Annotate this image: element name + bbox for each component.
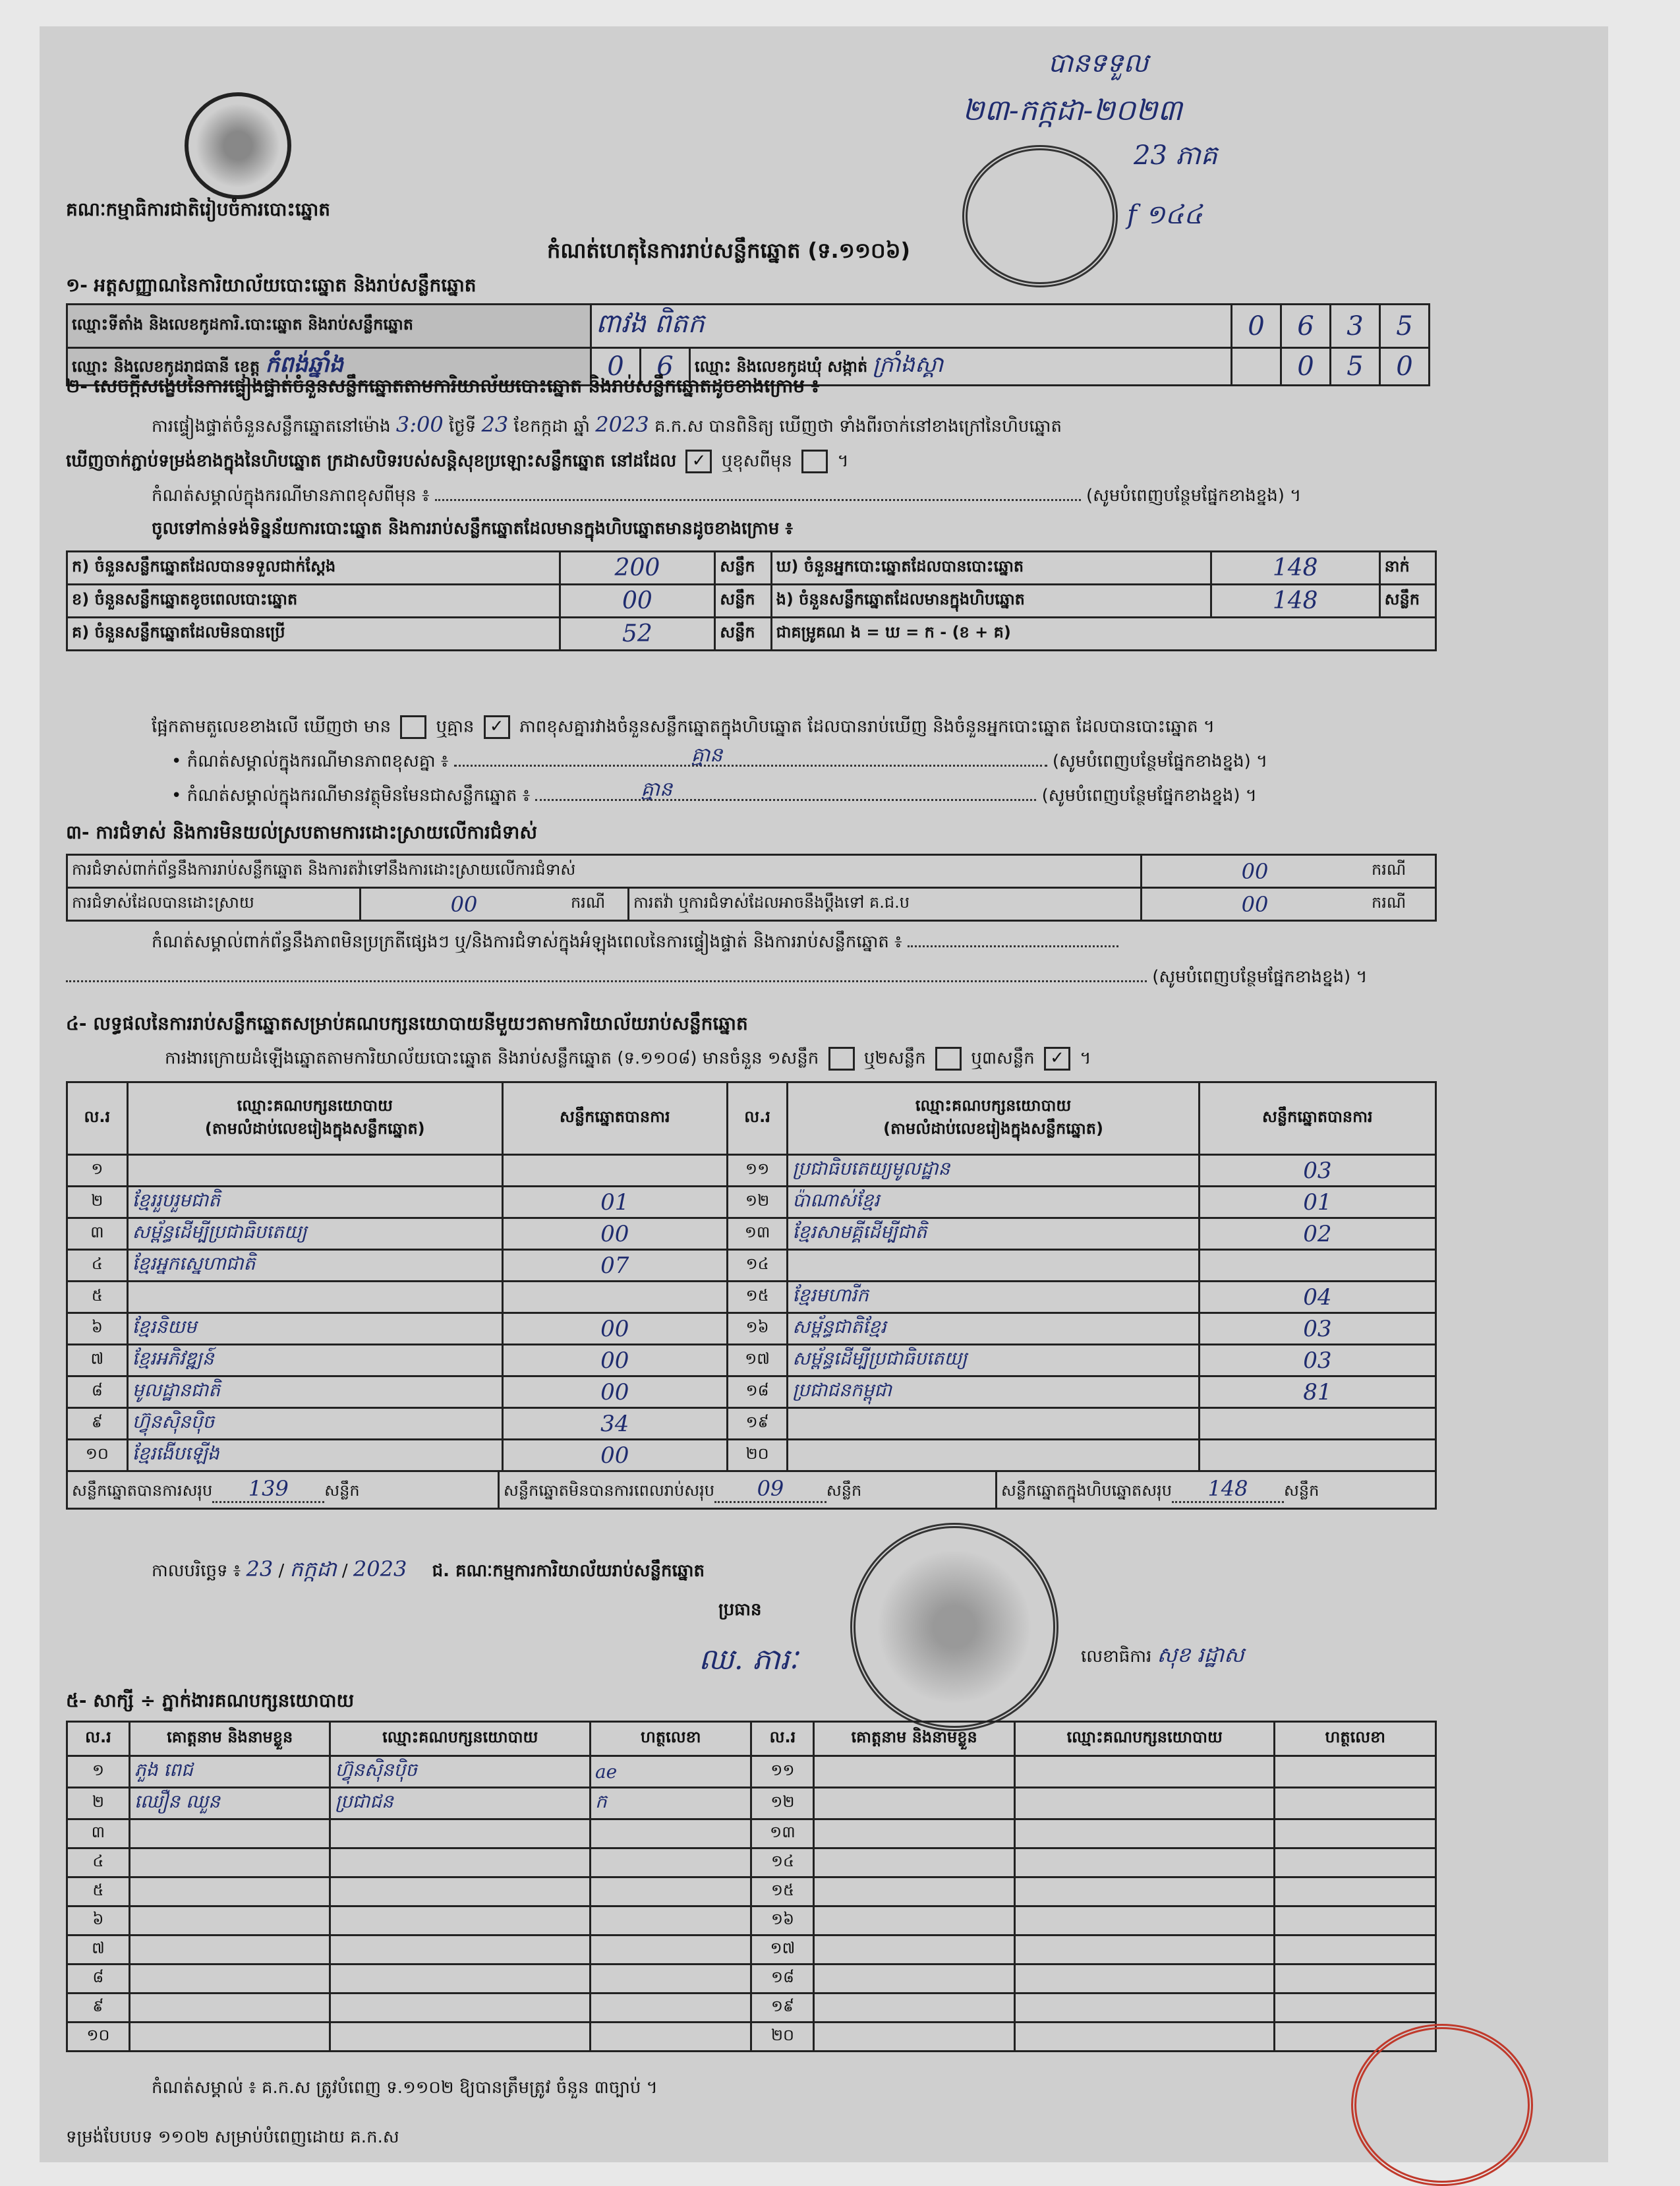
witness-no-left: ៩ bbox=[92, 1997, 104, 2015]
col-party-right: ឈ្មោះគណបក្សនយោបាយ (តាមលំដាប់លេខរៀងក្នុងសន្លឹកឆ្នោត) bbox=[788, 1082, 1199, 1155]
witness-sign-left: ក bbox=[594, 1790, 607, 1812]
party-name-right: សម្ព័ន្ធជាតិខ្មែរ bbox=[792, 1316, 886, 1338]
witness-table bbox=[66, 1721, 1437, 2052]
red-stamp bbox=[1351, 2024, 1533, 2186]
s2-line5-c: ភាពខុសគ្នារវាងចំនួនសន្លឹកឆ្នោតក្នុងហិបឆ្នោត ដែលបានរាប់ឃើញ និងចំនួនអ្នកបោះឆ្នោត ដែលបានបោះឆ្នោត ។ bbox=[519, 717, 1215, 737]
table-row bbox=[67, 1376, 1436, 1408]
party-name-right: ប្រជាធិបតេយ្យមូលដ្ឋាន bbox=[792, 1158, 950, 1179]
received-label: បានទទួល bbox=[1048, 48, 1149, 78]
w-col-name-right: គោត្តនាម និងនាមខ្លួន bbox=[814, 1722, 1015, 1756]
w-col-sign-right: ហត្ថលេខា bbox=[1275, 1722, 1436, 1756]
w-col-party-right: ឈ្មោះគណបក្សនយោបាយ bbox=[1014, 1722, 1274, 1756]
objection-table bbox=[66, 854, 1437, 922]
s3-note-line2 bbox=[66, 966, 1368, 991]
table-row bbox=[67, 1964, 1436, 1994]
party-votes-left: 00 bbox=[600, 1315, 629, 1342]
date-day: 23 bbox=[246, 1556, 274, 1581]
party-votes-left: 34 bbox=[600, 1410, 629, 1437]
party-name-left: ខ្មែរងើបឡើង bbox=[132, 1442, 219, 1464]
col-no-left: ល.រ bbox=[67, 1082, 128, 1155]
total-valid-label: សន្លឹកឆ្នោតបានការសរុប bbox=[72, 1481, 213, 1500]
s4-sub-b: ឬ២សន្លឹក bbox=[863, 1048, 926, 1069]
table-row bbox=[67, 1906, 1436, 1935]
party-votes-right: 03 bbox=[1303, 1315, 1332, 1342]
three-sheet-checkbox[interactable]: ✓ bbox=[1044, 1047, 1070, 1071]
party-votes-right: 81 bbox=[1303, 1378, 1332, 1405]
s2-fill-more: (សូមបំពេញបន្ថែមផ្នែកខាងខ្នង) ។ bbox=[1086, 486, 1302, 506]
witness-no-right: ១៨ bbox=[770, 1968, 794, 1986]
party-no-left: ៥ bbox=[91, 1286, 103, 1305]
s2-line2: ឃើញចាក់ភ្ជាប់ទម្រង់ខាងក្នុងនៃហិបឆ្នោត ក្រដាសបិទរបស់សន្តិសុខប្រឡោះសន្លឹកឆ្នោត នៅដដែល ✓ ឬខុសពីមុន ។ bbox=[66, 450, 849, 475]
results-table bbox=[66, 1081, 1437, 1510]
total-invalid-label: សន្លឹកឆ្នោតមិនបានការពេលរាប់សរុប bbox=[504, 1481, 714, 1500]
obj-row1-value: 00 bbox=[1241, 858, 1269, 884]
party-votes-right: 02 bbox=[1303, 1220, 1332, 1247]
witness-no-right: ១៧ bbox=[770, 1939, 796, 1957]
row-ng-label: ង) ចំនួនសន្លឹកឆ្នោតដែលមានក្នុងហិបឆ្នោត bbox=[771, 585, 1211, 618]
row-kh-label: ខ) ចំនួនសន្លឹកឆ្នោតខូចពេលបោះឆ្នោត bbox=[67, 585, 560, 618]
s2-day: 23 bbox=[481, 412, 509, 437]
party-votes-left: 01 bbox=[600, 1189, 629, 1216]
party-name-right: ខ្មែរមហារីក bbox=[792, 1284, 869, 1306]
party-no-right: ២០ bbox=[745, 1444, 769, 1463]
witness-name-left: ភួង ពេជ bbox=[134, 1759, 193, 1781]
obj-row2-unit-b: ករណី bbox=[1368, 888, 1436, 921]
s2-note-invalid-dots bbox=[535, 778, 1036, 801]
table-row bbox=[67, 1788, 1436, 1819]
seal-same-checkbox[interactable]: ✓ bbox=[685, 450, 712, 473]
s1-row2-label: ឈ្មោះ និងលេខកូដរាជធានី ខេត្ត bbox=[72, 357, 260, 376]
party-no-left: ២ bbox=[91, 1191, 103, 1210]
witness-name-left: ឈឿន ឈួន bbox=[134, 1790, 220, 1812]
s4-sub-c: ឬ៣សន្លឹក bbox=[971, 1048, 1035, 1069]
witness-no-right: ២០ bbox=[770, 2026, 794, 2044]
obj-row2-unit: ករណី bbox=[567, 888, 629, 921]
party-name-left: ខ្មែរអភិវឌ្ឍន៍ bbox=[132, 1347, 214, 1369]
party-no-right: ១៩ bbox=[745, 1413, 769, 1431]
s1-row2-value: កំពង់ឆ្នាំង bbox=[265, 351, 344, 378]
s2-note-diff-label: • កំណត់សម្គាល់ក្នុងករណីមានភាពខុសគ្នា ៖ bbox=[171, 752, 449, 771]
witness-no-left: ១ bbox=[92, 1761, 104, 1779]
total-valid-value: 139 bbox=[248, 1476, 289, 1501]
received-time: 23 ភាគ bbox=[1134, 140, 1218, 171]
party-name-left: មូលដ្ឋានជាតិ bbox=[132, 1379, 220, 1401]
col-votes-right: សន្លឹកឆ្នោតបានការ bbox=[1199, 1082, 1435, 1155]
s2-line2-text: ឃើញចាក់ភ្ជាប់ទម្រង់ខាងក្នុងនៃហិបឆ្នោត ក្រដាសបិទរបស់សន្តិសុខប្រឡោះសន្លឹកឆ្នោត នៅដដែល bbox=[66, 451, 677, 471]
s3-fill-more: (សូមបំពេញបន្ថែមផ្នែកខាងខ្នង) ។ bbox=[1152, 967, 1368, 987]
party-name-left: សម្ព័ន្ធដើម្បីប្រជាធិបតេយ្យ bbox=[132, 1221, 307, 1243]
table-row bbox=[67, 1250, 1436, 1282]
total-box-value: 148 bbox=[1207, 1476, 1248, 1501]
party-no-right: ១៦ bbox=[745, 1318, 769, 1336]
row-kh-value: 00 bbox=[622, 587, 652, 614]
table-row bbox=[67, 1187, 1436, 1218]
s2-line5-a: ផ្អែកតាមតួលេខខាងលើ ឃើញថា មាន bbox=[152, 717, 391, 737]
received-stamp bbox=[962, 145, 1118, 287]
date-label: កាលបរិច្ឆេទ ៖ bbox=[152, 1561, 241, 1581]
difference-no-checkbox[interactable]: ✓ bbox=[484, 715, 510, 739]
party-name-right: ប៉ាណាស់ខ្មែរ bbox=[792, 1189, 880, 1211]
party-votes-left: 00 bbox=[600, 1220, 629, 1247]
witness-sign-left: ae bbox=[594, 1761, 618, 1783]
table-row bbox=[67, 2023, 1436, 2052]
witness-no-left: ៦ bbox=[92, 1910, 104, 1928]
section5-title: ៥- សាក្សី ÷ ភ្នាក់ងារគណបក្សនយោបាយ bbox=[66, 1690, 355, 1711]
row-k-value: 200 bbox=[614, 554, 660, 581]
table-row bbox=[67, 1756, 1436, 1788]
s2-time: 3:00 bbox=[395, 412, 444, 437]
w-col-sign-left: ហត្ថលេខា bbox=[590, 1722, 751, 1756]
chair-label: ប្រធាន bbox=[718, 1600, 762, 1620]
obj-row2-label-b: ការតវ៉ា ឬការជំទាស់ដែលអាចនឹងប្តឹងទៅ គ.ជ.ប bbox=[629, 888, 1142, 921]
table-row bbox=[67, 1848, 1436, 1877]
party-no-left: ៣ bbox=[90, 1223, 104, 1241]
party-no-left: ៤ bbox=[91, 1255, 103, 1273]
s1-prov-code-2: 6 bbox=[656, 351, 674, 382]
footer-note: កំណត់សម្គាល់ ៖ គ.ក.ស ត្រូវបំពេញ ទ.១១០២ ឱ្យបានត្រឹមត្រូវ ចំនួន ៣ច្បាប់ ។ bbox=[152, 2078, 658, 2098]
s2-line2-opt: ឬខុសពីមុន bbox=[721, 451, 793, 471]
party-no-right: ១៧ bbox=[745, 1349, 770, 1368]
table-row bbox=[67, 1345, 1436, 1376]
party-votes-left: 07 bbox=[600, 1252, 629, 1279]
witness-no-right: ១២ bbox=[770, 1792, 795, 1811]
row-g-unit: សន្លឹក bbox=[715, 618, 771, 651]
party-no-right: ១៨ bbox=[745, 1381, 769, 1400]
row-g-value: 52 bbox=[622, 620, 652, 647]
table-row bbox=[67, 1935, 1436, 1964]
date-year: 2023 bbox=[353, 1556, 407, 1581]
received-date: ២៣-កក្កដា-២០២៣ bbox=[962, 94, 1182, 127]
w-col-no-left: ល.រ bbox=[67, 1722, 130, 1756]
s2-note-diff-dots bbox=[454, 744, 1047, 767]
s2-line5-b: ឬគ្មាន bbox=[436, 717, 475, 737]
section4-title: ៤- លទ្ធផលនៃការរាប់សន្លឹកឆ្នោតសម្រាប់គណបក្សនយោបាយនីមួយៗតាមការិយាល័យរាប់សន្លឹកឆ្នោត bbox=[66, 1013, 748, 1034]
witness-no-left: ៤ bbox=[92, 1852, 104, 1870]
s1-code-1: 0 bbox=[1248, 310, 1265, 341]
party-no-right: ១២ bbox=[745, 1191, 770, 1210]
secretary-line bbox=[1081, 1641, 1244, 1672]
total-invalid-unit: សន្លឹក bbox=[826, 1481, 862, 1500]
party-no-left: ១០ bbox=[85, 1444, 109, 1463]
date-month: កក្កដា bbox=[289, 1556, 337, 1581]
party-votes-left: 00 bbox=[600, 1442, 629, 1469]
row-g-label: គ) ចំនួនសន្លឹកឆ្នោតដែលមិនបានប្រើ bbox=[67, 618, 560, 651]
party-votes-right: 03 bbox=[1303, 1347, 1332, 1374]
table-row bbox=[67, 1218, 1436, 1250]
witness-no-right: ១៩ bbox=[770, 1997, 794, 2015]
s1-row1-label: ឈ្មោះទីតាំង និងលេខកូដការិ.បោះឆ្នោត និងរាប់សន្លឹកឆ្នោត bbox=[67, 305, 591, 348]
section3-title: ៣- ការជំទាស់ និងការមិនយល់ស្របតាមការដោះស្រាយលើការជំទាស់ bbox=[66, 821, 537, 843]
obj-row1-unit: ករណី bbox=[1368, 855, 1436, 888]
col-votes-left: សន្លឹកឆ្នោតបានការ bbox=[502, 1082, 727, 1155]
table-row bbox=[67, 1819, 1436, 1848]
party-votes-left: 00 bbox=[600, 1347, 629, 1374]
row-k-label: ក) ចំនួនសន្លឹកឆ្នោតដែលបានទទួលជាក់ស្តែង bbox=[67, 552, 560, 585]
s2-line1-a: ការផ្ទៀងផ្ទាត់ចំនួនសន្លឹកឆ្នោតនៅម៉ោង bbox=[152, 417, 391, 436]
party-no-left: ៧ bbox=[90, 1349, 104, 1368]
witness-no-left: ១០ bbox=[86, 2026, 110, 2044]
col-party-left: ឈ្មោះគណបក្សនយោបាយ (តាមលំដាប់លេខរៀងក្នុងសន្លឹកឆ្នោត) bbox=[127, 1082, 502, 1155]
witness-no-left: ៧ bbox=[92, 1939, 105, 1957]
witness-no-right: ១៣ bbox=[770, 1823, 796, 1841]
s2-note-invalid-label: • កំណត់សម្គាល់ក្នុងករណីមានវត្ថុមិនមែនជាសន្លឹកឆ្នោត ៖ bbox=[171, 786, 531, 806]
total-box-unit: សន្លឹក bbox=[1283, 1481, 1319, 1500]
s2-year: 2023 bbox=[595, 412, 649, 437]
table-row bbox=[67, 1408, 1436, 1440]
s1-com-code-2: 5 bbox=[1347, 351, 1364, 382]
witness-no-right: ១១ bbox=[770, 1761, 795, 1779]
one-sheet-checkbox[interactable] bbox=[828, 1047, 855, 1071]
s2-line4: ចូលទៅកាន់ទង់ទិន្នន័យការបោះឆ្នោត និងការរាប់សន្លឹកឆ្នោតដែលមានក្នុងហិបឆ្នោតមានដូចខាងក្រោម ៖ bbox=[152, 519, 793, 539]
party-name-right: សម្ព័ន្ធដើម្បីប្រជាធិបតេយ្យ bbox=[792, 1347, 968, 1369]
s3-note bbox=[152, 931, 1118, 956]
party-name-right: ប្រជាជនកម្ពុជា bbox=[792, 1379, 892, 1401]
col-no-right: ល.រ bbox=[727, 1082, 788, 1155]
secretary-signature: សុខ រដ្ឋាស bbox=[1157, 1642, 1244, 1667]
row-gh-value: 148 bbox=[1272, 554, 1318, 581]
total-invalid-value: 09 bbox=[757, 1476, 784, 1501]
total-invalid-cell bbox=[500, 1472, 997, 1508]
s2-fill-more-2: (សូមបំពេញបន្ថែមផ្នែកខាងខ្នង) ។ bbox=[1052, 752, 1268, 771]
received-signature: f ១៤៤ bbox=[1127, 200, 1203, 230]
table-row bbox=[67, 1155, 1436, 1187]
s2-note-invalid-value: គ្មាន bbox=[641, 778, 672, 801]
obj-row1-label: ការជំទាស់ពាក់ព័ន្ធនឹងការរាប់សន្លឹកឆ្នោត និងការតវ៉ាទៅនឹងការដោះស្រាយលើការជំទាស់ bbox=[67, 855, 1142, 888]
table-row bbox=[67, 1440, 1436, 1471]
witness-party-left: ហ៊្វុនស៊ិនប៉ិច bbox=[335, 1759, 417, 1781]
obj-row2-value: 00 bbox=[450, 891, 478, 917]
section1-title: ១- អត្តសញ្ញាណនៃការិយាល័យបោះឆ្នោត និងរាប់សន្លឹកឆ្នោត bbox=[66, 274, 477, 296]
s2-line1 bbox=[152, 412, 1062, 440]
footer-form-ref: ទម្រង់បែបបទ ១១០២ សម្រាប់បំពេញដោយ គ.ក.ស bbox=[66, 2127, 399, 2147]
row-kh-unit: សន្លឹក bbox=[715, 585, 771, 618]
s1-code-2: 6 bbox=[1297, 310, 1314, 341]
seal-different-checkbox[interactable] bbox=[801, 450, 828, 473]
party-no-left: ១ bbox=[91, 1160, 103, 1178]
s3-note-dots-2 bbox=[66, 980, 1147, 982]
table-row bbox=[67, 1282, 1436, 1313]
row-gh-unit: នាក់ bbox=[1379, 552, 1435, 585]
s4-date-line: កាលបរិច្ឆេទ ៖ 23 / កក្កដា / 2023 ជ. គណៈកម្មការការិយាល័យរាប់សន្លឹកឆ្នោត bbox=[152, 1556, 705, 1581]
total-valid-cell bbox=[68, 1472, 500, 1508]
form-page bbox=[40, 26, 1608, 2162]
witness-no-right: ១៦ bbox=[770, 1910, 794, 1928]
party-no-right: ១៤ bbox=[745, 1255, 769, 1273]
party-no-right: ១១ bbox=[745, 1160, 770, 1178]
party-votes-right: 01 bbox=[1303, 1189, 1332, 1216]
s2-note-invalid bbox=[171, 778, 1257, 810]
s1-com-code-1: 0 bbox=[1297, 351, 1314, 382]
committee-label: ជ. គណៈកម្មការការិយាល័យរាប់សន្លឹកឆ្នោត bbox=[432, 1561, 705, 1581]
witness-party-left: ប្រជាជន bbox=[335, 1790, 393, 1812]
s1-code-4: 5 bbox=[1396, 310, 1413, 341]
row-k-unit: សន្លឹក bbox=[715, 552, 771, 585]
s2-line1-d: គ.ក.ស បានពិនិត្យ ឃើញថា ទាំងពីរចាក់នៅខាងក្រៅនៃហិបឆ្នោត bbox=[654, 417, 1062, 436]
party-no-left: ៨ bbox=[91, 1381, 103, 1400]
s2-note-diff bbox=[171, 744, 1268, 775]
section2-title: ២- សេចក្តីសង្ខេបនៃការផ្ទៀងផ្ទាត់ចំនួនសន្លឹកឆ្នោតតាមការិយាល័យបោះឆ្នោត និងរាប់សន្លឹកឆ្នោតដូចខាងក្រោម ៖ bbox=[66, 375, 820, 397]
nec-emblem bbox=[185, 92, 291, 199]
s2-fill-more-3: (សូមបំពេញបន្ថែមផ្នែកខាងខ្នង) ។ bbox=[1041, 786, 1257, 806]
w-col-name-left: គោត្តនាម និងនាមខ្លួន bbox=[129, 1722, 330, 1756]
table-row bbox=[67, 1877, 1436, 1906]
total-valid-unit: សន្លឹក bbox=[324, 1481, 360, 1500]
w-col-no-right: ល.រ bbox=[751, 1722, 814, 1756]
witness-no-left: ៥ bbox=[92, 1881, 104, 1899]
witness-no-left: ២ bbox=[92, 1792, 104, 1811]
party-votes-right: 04 bbox=[1303, 1284, 1332, 1311]
party-name-left: ខ្មែរអ្នកស្នេហាជាតិ bbox=[132, 1253, 256, 1274]
s2-line5 bbox=[152, 715, 1215, 741]
witness-no-left: ៨ bbox=[92, 1968, 104, 1986]
party-no-left: ៩ bbox=[91, 1413, 103, 1431]
witness-no-right: ១៤ bbox=[770, 1852, 794, 1870]
chair-signature: ឈ. ភារៈ bbox=[699, 1643, 798, 1676]
row-ng-unit: សន្លឹក bbox=[1379, 585, 1435, 618]
s4-sub-text: ការងារក្រោយដំឡើងឆ្នោតតាមការិយាល័យបោះឆ្នោត និងរាប់សន្លឹកឆ្នោត (ទ.១១០៨) មានចំនួន ១សន្លឹក bbox=[165, 1048, 819, 1069]
s3-note-dots bbox=[908, 945, 1118, 947]
s2-line3 bbox=[152, 485, 1301, 510]
s1-com-code-3: 0 bbox=[1396, 351, 1413, 382]
s3-note-label: កំណត់សម្គាល់ពាក់ព័ន្ធនឹងភាពមិនប្រក្រតីផ្សេងៗ ឬ/និងការជំទាស់ក្នុងអំឡុងពេលនៃការផ្ទៀងផ្ទាត់ និងការរាប់សន្លឹកឆ្នោត ៖ bbox=[152, 932, 902, 952]
s1-row2-label-b: ឈ្មោះ និងលេខកូដឃុំ សង្កាត់ bbox=[695, 357, 868, 376]
committee-name: គណៈកម្មាធិការជាតិរៀបចំការបោះឆ្នោត bbox=[66, 198, 331, 220]
s2-line1-c: ខែកក្កដា ឆ្នាំ bbox=[513, 417, 591, 436]
witness-no-left: ៣ bbox=[91, 1823, 105, 1841]
witness-no-right: ១៥ bbox=[770, 1881, 794, 1899]
secretary-label: លេខាធិការ bbox=[1081, 1647, 1152, 1667]
party-name-right: ខ្មែរសាមគ្គីដើម្បីជាតិ bbox=[792, 1221, 927, 1243]
table-row bbox=[67, 1994, 1436, 2023]
two-sheet-checkbox[interactable] bbox=[935, 1047, 962, 1071]
w-col-party-left: ឈ្មោះគណបក្សនយោបាយ bbox=[330, 1722, 590, 1756]
party-name-left: ខ្មែរនិយម bbox=[132, 1316, 197, 1338]
party-name-left: ខ្មែររួបរួមជាតិ bbox=[132, 1189, 220, 1211]
s1-code-3: 3 bbox=[1347, 310, 1364, 341]
s4-sub: ការងារក្រោយដំឡើងឆ្នោតតាមការិយាល័យបោះឆ្នោត និងរាប់សន្លឹកឆ្នោត (ទ.១១០៨) មានចំនួន ១សន្លឹក ឬ២សន្លឹក ឬ៣សន្លឹក ✓ ។ bbox=[165, 1047, 1091, 1073]
party-no-right: ១៣ bbox=[744, 1223, 770, 1241]
s2-line1-b: ថ្ងៃទី bbox=[448, 417, 477, 436]
s2-note-diff-value: គ្មាន bbox=[691, 744, 723, 767]
table-row bbox=[67, 1313, 1436, 1345]
total-box-label: សន្លឹកឆ្នោតក្នុងហិបឆ្នោតសរុប bbox=[1001, 1481, 1172, 1500]
total-box-cell bbox=[997, 1472, 1435, 1508]
obj-row2-label: ការជំទាស់ដែលបានដោះស្រាយ bbox=[67, 888, 361, 921]
s1-row1-value: ពាវង ពិតក bbox=[596, 309, 705, 339]
row-gh-label: ឃ) ចំនួនអ្នកបោះឆ្នោតដែលបានបោះឆ្នោត bbox=[771, 552, 1211, 585]
form-title: កំណត់ហេតុនៃការរាប់សន្លឹកឆ្នោត (ទ.១១០៦) bbox=[547, 238, 910, 263]
difference-yes-checkbox[interactable] bbox=[400, 715, 426, 739]
obj-row2-value-b: 00 bbox=[1241, 891, 1269, 917]
s1-prov-code-1: 0 bbox=[607, 351, 624, 382]
party-votes-right: 03 bbox=[1303, 1157, 1332, 1184]
office-seal bbox=[850, 1523, 1058, 1731]
s1-row2-value-b: ក្រាំងស្គា bbox=[872, 351, 944, 378]
party-name-left: ហ៊្វុនស៊ិនប៉ិច bbox=[132, 1411, 215, 1433]
s2-line3-text: កំណត់សម្គាល់ក្នុងករណីមានភាពខុសពីមុន ៖ bbox=[152, 486, 430, 506]
party-votes-left: 00 bbox=[600, 1378, 629, 1405]
formula: ជាគម្រូគណ ង = ឃ = ក - (ខ + គ) bbox=[771, 618, 1435, 651]
ballot-count-table bbox=[66, 550, 1437, 651]
party-no-left: ៦ bbox=[91, 1318, 103, 1336]
party-no-right: ១៥ bbox=[745, 1286, 769, 1305]
row-ng-value: 148 bbox=[1272, 587, 1318, 614]
s2-line3-dots bbox=[435, 499, 1081, 501]
